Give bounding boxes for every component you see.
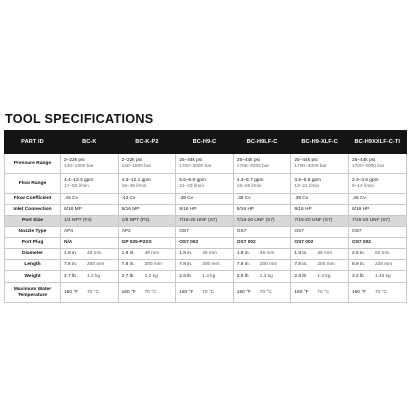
cell-metric-value: 226 mm (374, 262, 393, 268)
row-label: Pressure Range (5, 154, 61, 174)
table-cell (233, 194, 291, 205)
table-row (5, 194, 407, 205)
table-cell (233, 238, 291, 249)
cell-value: .38 Cv (294, 196, 309, 202)
cell-primary-value: 5.6–8.8 gpm (179, 177, 206, 183)
cell-secondary-value: 140–1500 bar (64, 163, 94, 169)
cell-primary-value: 3.5–5.6 gpm (294, 177, 322, 183)
cell-imperial-value: 160 °F (294, 289, 309, 295)
row-label: Weight (5, 271, 61, 283)
cell-value: 7/16-20 UNF (S7) (351, 218, 390, 224)
spec-sheet (4, 112, 406, 303)
cell-metric-value: 1.3 kg (317, 273, 331, 279)
column-header: BC-H9LF-C (233, 131, 291, 154)
row-label: Maximum Water Temperature (5, 283, 61, 303)
cell-metric-value: 1.3 kg (259, 273, 273, 279)
table-row (5, 174, 407, 194)
cell-imperial-value: 160 °F (351, 289, 367, 295)
column-header: BC-H9-XLF-C (291, 131, 349, 154)
cell-imperial-value: 2.9 lb (179, 273, 191, 279)
cell-metric-value: 70 °C (259, 289, 272, 295)
cell-value-pair (119, 251, 176, 257)
table-cell (61, 216, 119, 227)
table-cell (61, 154, 119, 174)
cell-value-pair (61, 262, 118, 268)
table-cell (348, 194, 406, 205)
cell-imperial-value: 2.9 lb (236, 273, 249, 279)
cell-primary-value: 25–44k psi (351, 157, 376, 163)
cell-value-pair (349, 262, 406, 268)
table-row (5, 154, 407, 174)
cell-secondary-value: 9–14 l/min (351, 183, 375, 189)
table-cell (61, 227, 119, 238)
table-cell (291, 283, 349, 303)
table-cell (176, 216, 234, 227)
table-cell (291, 249, 349, 260)
cell-primary-value: 25–44k psi (179, 157, 203, 163)
cell-value: .38 Cv (236, 196, 251, 202)
cell-value: AP4 (64, 229, 74, 235)
table-cell (348, 238, 406, 249)
cell-metric-value: 1.45 kg (374, 273, 391, 279)
cell-secondary-value: 17–50 l/min (64, 183, 89, 189)
table-cell (176, 174, 234, 194)
cell-imperial-value: 7.8 in. (179, 262, 193, 268)
cell-imperial-value: 160 °F (179, 289, 194, 295)
cell-value-pair (234, 274, 291, 280)
cell-value-pair (119, 274, 176, 280)
cell-metric-value: 46 mm (87, 251, 102, 257)
cell-metric-value: 46 mm (144, 251, 160, 257)
cell-value-pair (176, 251, 233, 257)
table-cell (118, 271, 176, 283)
column-header: PART ID (5, 131, 61, 154)
cell-value-pair (61, 274, 118, 280)
table-cell (118, 238, 176, 249)
cell-metric-value: 70 °C (374, 289, 388, 295)
table-cell (348, 249, 406, 260)
cell-primary-value: 2–22k psi (121, 157, 143, 163)
table-cell (61, 194, 119, 205)
table-cell (348, 205, 406, 216)
table-cell (176, 283, 234, 303)
table-cell (176, 227, 234, 238)
cell-value-pair (349, 251, 406, 257)
table-cell (118, 216, 176, 227)
cell-value-pair (349, 274, 406, 280)
table-row (5, 283, 407, 303)
cell-secondary-value: 140–1500 bar (121, 163, 152, 169)
spec-table (4, 130, 407, 303)
column-header: BC-H9-C (176, 131, 234, 154)
cell-value: OS7 002 (179, 240, 199, 246)
table-cell (233, 260, 291, 271)
table-cell (233, 216, 291, 227)
cell-primary-value: 4.3–12.1 gpm (121, 177, 151, 183)
table-cell (61, 249, 119, 260)
table-cell (176, 154, 234, 174)
cell-value: N/A (64, 240, 73, 246)
table-cell (61, 260, 119, 271)
cell-primary-value: 2.3–3.8 gpm (351, 177, 379, 183)
table-cell (61, 205, 119, 216)
table-cell (233, 283, 291, 303)
table-cell (118, 283, 176, 303)
cell-value-pair (291, 274, 348, 280)
column-header: BC-K (61, 131, 119, 154)
cell-value: OS7 (179, 229, 189, 235)
table-cell (291, 205, 349, 216)
cell-imperial-value: 2.7 lb (121, 273, 134, 279)
table-cell (291, 216, 349, 227)
cell-imperial-value: 2.9 lb (294, 273, 307, 279)
column-header: BC-H9XXLF-C-TI (348, 131, 406, 154)
cell-secondary-value: 16–46 l/min (121, 183, 147, 189)
table-row (5, 271, 407, 283)
cell-metric-value: 46 mm (317, 251, 333, 257)
row-label: Port Plug (5, 238, 61, 249)
cell-value-pair (234, 262, 291, 268)
column-header: BC-K-P2 (118, 131, 176, 154)
cell-imperial-value: 2.5 in. (351, 251, 366, 257)
cell-primary-value: 25–44k psi (236, 157, 260, 163)
cell-metric-value: 62 mm (374, 251, 390, 257)
table-cell (291, 174, 349, 194)
cell-metric-value: 70 °C (144, 289, 157, 295)
cell-imperial-value: 1.8 in. (294, 251, 308, 257)
table-cell (176, 238, 234, 249)
cell-imperial-value: 160 °F (121, 289, 136, 295)
cell-primary-value: 4.3–6.7 gpm (236, 177, 264, 183)
cell-metric-value: 200 mm (259, 262, 278, 268)
cell-secondary-value: 1700–3000 bar (179, 163, 212, 169)
cell-value: OS7 002 (294, 240, 314, 246)
cell-value: OS7 (236, 229, 247, 235)
cell-metric-value: 1.3 kg (202, 273, 216, 279)
table-row (5, 249, 407, 260)
cell-imperial-value: 8.9 in. (351, 262, 366, 268)
cell-metric-value: 200 mm (87, 262, 105, 268)
table-row (5, 216, 407, 227)
row-label: Port Size (5, 216, 61, 227)
cell-value-pair (119, 262, 176, 268)
cell-value: 9/16 MP (121, 207, 140, 213)
cell-value: 9/16 MP (64, 207, 82, 213)
cell-secondary-value: 13–21 l/min (294, 183, 320, 189)
cell-imperial-value: 2.7 lb (64, 273, 76, 279)
table-cell (348, 174, 406, 194)
table-cell (176, 249, 234, 260)
cell-value-pair (349, 290, 406, 296)
cell-value: 7/16-20 UNF (S7) (294, 218, 333, 224)
row-label: Inlet Connection (5, 205, 61, 216)
table-cell (176, 194, 234, 205)
table-cell (348, 283, 406, 303)
cell-metric-value: 70 °C (87, 289, 100, 295)
cell-value: 7/16-20 UNF (S7) (179, 218, 218, 224)
cell-imperial-value: 7.8 in. (294, 262, 308, 268)
cell-metric-value: 200 mm (317, 262, 335, 268)
cell-value-pair (176, 290, 233, 296)
table-cell (118, 227, 176, 238)
table-cell (176, 260, 234, 271)
cell-value: .38 Cv (351, 196, 366, 202)
cell-value: .38 Cv (179, 196, 194, 202)
cell-imperial-value: 1.8 in. (121, 251, 135, 257)
cell-value: OS7 002 (351, 240, 371, 246)
table-cell (291, 238, 349, 249)
cell-primary-value: 2–22k psi (64, 157, 85, 163)
cell-imperial-value: 160 °F (236, 289, 251, 295)
table-cell (348, 271, 406, 283)
cell-metric-value: 70 °C (317, 289, 330, 295)
table-cell (348, 216, 406, 227)
cell-metric-value: 46 mm (202, 251, 217, 257)
table-header-row (5, 131, 407, 154)
cell-value-pair (291, 251, 348, 257)
cell-secondary-value: 1700–3000 bar (294, 163, 327, 169)
cell-value: 9/16 HP (351, 207, 370, 213)
table-cell (61, 271, 119, 283)
table-cell (233, 271, 291, 283)
cell-secondary-value: 1700–3000 bar (351, 163, 385, 169)
cell-secondary-value: 21–33 l/min (179, 183, 204, 189)
table-cell (233, 154, 291, 174)
table-cell (291, 154, 349, 174)
cell-value: AP2 (121, 229, 131, 235)
table-cell (118, 174, 176, 194)
cell-imperial-value: 7.8 in. (121, 262, 135, 268)
cell-value: 9/16 HP (179, 207, 197, 213)
cell-value-pair (176, 274, 233, 280)
cell-value: 1/8 NPT (P2) (121, 218, 150, 224)
cell-metric-value: 1.2 kg (87, 273, 101, 279)
cell-metric-value: 46 mm (259, 251, 275, 257)
row-label: Nozzle Type (5, 227, 61, 238)
cell-imperial-value: 160 °F (64, 289, 79, 295)
table-row (5, 238, 407, 249)
table-cell (118, 249, 176, 260)
cell-value: 9/16 HP (236, 207, 255, 213)
cell-metric-value: 200 mm (202, 262, 220, 268)
cell-value-pair (234, 251, 291, 257)
table-cell (233, 249, 291, 260)
cell-imperial-value: 3.2 lb (351, 273, 364, 279)
cell-metric-value: 200 mm (144, 262, 162, 268)
cell-value-pair (176, 262, 233, 268)
table-cell (348, 260, 406, 271)
cell-value: .43 Cv (121, 196, 136, 202)
table-cell (291, 227, 349, 238)
cell-imperial-value: 1.8 in. (179, 251, 193, 257)
cell-imperial-value: 1.8 in. (64, 251, 78, 257)
row-label: Diameter (5, 249, 61, 260)
cell-imperial-value: 1.8 in. (236, 251, 250, 257)
cell-value-pair (234, 290, 291, 296)
cell-primary-value: 25–44k psi (294, 157, 318, 163)
cell-value: GP 025-P2SS (121, 240, 152, 246)
cell-value: 1/4 NPT (F4) (64, 218, 92, 224)
table-cell (348, 154, 406, 174)
table-cell (291, 260, 349, 271)
cell-secondary-value: 16–25 l/min (236, 183, 262, 189)
table-cell (118, 205, 176, 216)
table-row (5, 205, 407, 216)
table-cell (233, 174, 291, 194)
cell-value: 9/16 HP (294, 207, 312, 213)
table-cell (61, 283, 119, 303)
page-title: TOOL SPECIFICATIONS (5, 112, 154, 126)
row-label: Flow Coefficient (5, 194, 61, 205)
cell-value-pair (119, 290, 176, 296)
table-cell (233, 227, 291, 238)
cell-value: OS7 002 (236, 240, 256, 246)
spec-table-body (5, 154, 407, 303)
table-cell (176, 205, 234, 216)
table-row (5, 260, 407, 271)
cell-primary-value: 4.4–13.3 gpm (64, 177, 94, 183)
table-cell (291, 194, 349, 205)
cell-imperial-value: 7.8 in. (236, 262, 250, 268)
cell-secondary-value: 1700–3000 bar (236, 163, 270, 169)
cell-value-pair (61, 251, 118, 257)
table-row (5, 227, 407, 238)
table-cell (118, 154, 176, 174)
cell-value: OS7 (351, 229, 362, 235)
row-label: Length (5, 260, 61, 271)
table-cell (291, 271, 349, 283)
cell-value-pair (61, 290, 118, 296)
table-cell (118, 194, 176, 205)
cell-value-pair (291, 290, 348, 296)
cell-metric-value: 70 °C (202, 289, 215, 295)
table-cell (61, 174, 119, 194)
table-cell (118, 260, 176, 271)
table-cell (233, 205, 291, 216)
cell-value: OS7 (294, 229, 304, 235)
cell-value: 7/16-20 UNF (S7) (236, 218, 275, 224)
table-cell (348, 227, 406, 238)
table-cell (61, 238, 119, 249)
row-label: Flow Range (5, 174, 61, 194)
cell-value: .43 Cv (64, 196, 78, 202)
table-cell (176, 271, 234, 283)
cell-metric-value: 1.2 kg (144, 273, 158, 279)
cell-value-pair (291, 262, 348, 268)
cell-imperial-value: 7.8 in. (64, 262, 78, 268)
